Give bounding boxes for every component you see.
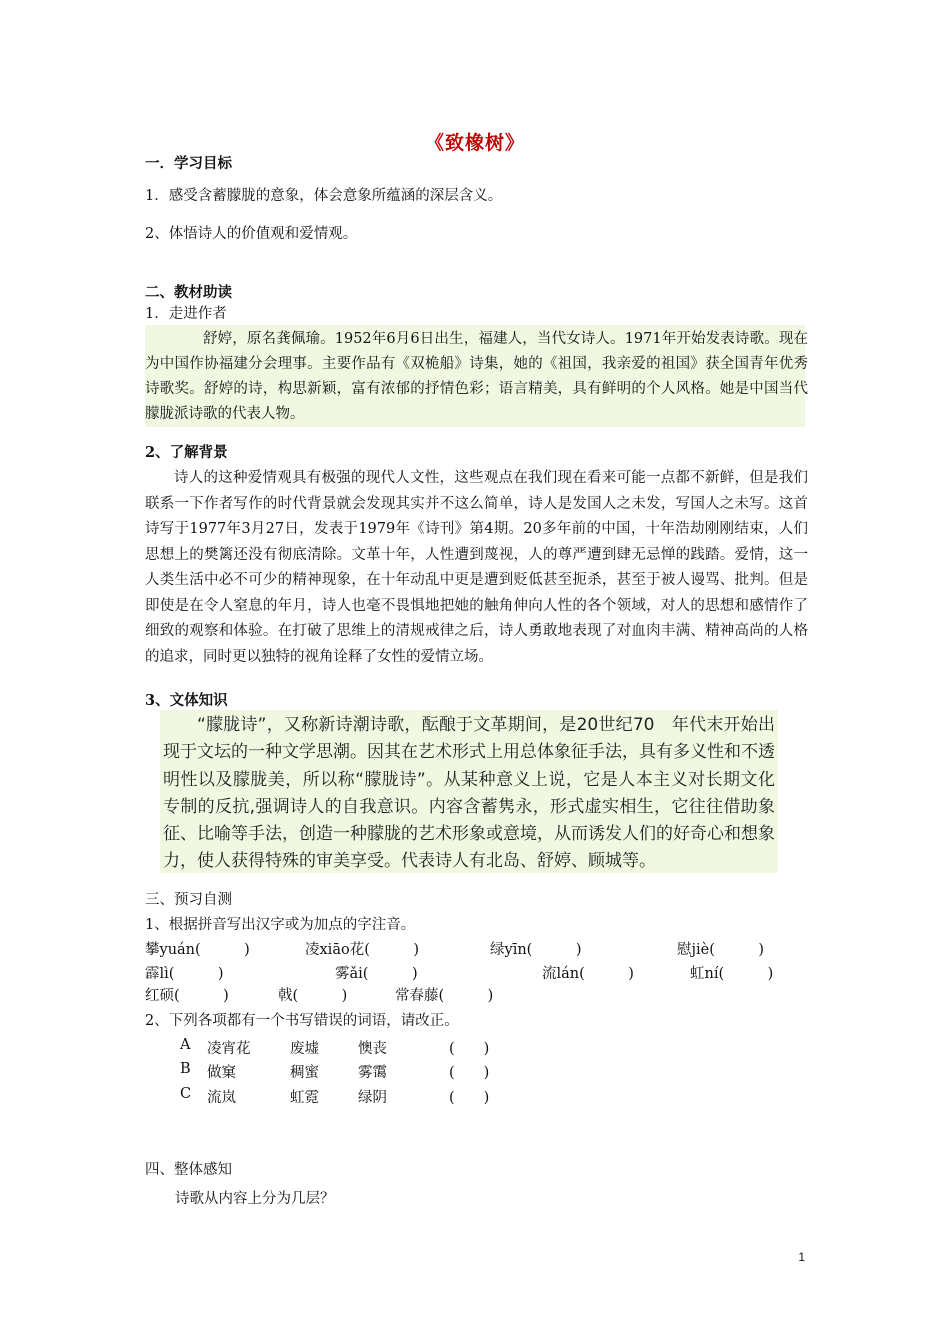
option-word: 凌宵花 <box>207 1041 251 1057</box>
option-word: 流岚 <box>207 1090 236 1106</box>
option-word: 懊丧 <box>358 1041 387 1057</box>
section-heading-goals: 一．学习目标 <box>145 155 232 172</box>
pinyin-item: 雾ǎi( ) <box>335 966 418 982</box>
section-heading-self-test: 三、预习自测 <box>145 892 232 908</box>
option-word: 做窠 <box>207 1065 236 1081</box>
subheading-genre: 3、文体知识 <box>145 692 228 709</box>
pinyin-item: 红硕( ) <box>145 988 229 1004</box>
goal-item-1: 1．感受含蓄朦胧的意象，体会意象所蕴涵的深层含义。 <box>145 188 503 204</box>
section-heading-overall: 四、整体感知 <box>145 1162 232 1178</box>
option-letter: A <box>180 1037 191 1053</box>
genre-paragraph: “朦胧诗”，又称新诗潮诗歌，酝酿于文革期间，是20世纪70 年代末开始出现于文坛的一种文学思潮。因其在艺术形式上用总体象征手法，具有多义性和不透明性以及朦胧美，所以称“朦胧诗”。从某种意义上说，它是人本主义对长期文化专制的反抗,强调诗人的自我意识。内容含蓄隽永，形式虚实相生，它往往借助象征、比喻等手法，创造一种朦胧的艺术形象或意境，从而诱发人们的好奇心和想象力，使人获得特殊的审美享受。代表诗人有北岛、舒婷、顾城等。 <box>163 715 775 872</box>
pinyin-item: 虹ní( ) <box>690 966 774 982</box>
pinyin-item: 霹lì( ) <box>145 966 224 982</box>
pinyin-item: 常春藤( ) <box>395 988 494 1004</box>
question-2: 2、下列各项都有一个书写错误的词语，请改正。 <box>145 1013 459 1029</box>
pinyin-item: 慰jiè( ) <box>677 942 765 958</box>
option-letter: C <box>180 1086 192 1102</box>
option-word: 雾霭 <box>358 1065 387 1081</box>
question-layers: 诗歌从内容上分为几层？ <box>175 1191 335 1207</box>
answer-blank: ( ) <box>449 1090 490 1106</box>
subheading-background: 2、了解背景 <box>145 444 228 461</box>
option-word: 虹霓 <box>290 1090 319 1106</box>
author-paragraph: 舒婷，原名龚佩瑜。1952年6月6日出生，福建人，当代女诗人。1971年开始发表诗歌。现在为中国作协福建分会理事。主要作品有《双桅船》诗集，她的《祖国，我亲爱的祖国》获全国青年优秀诗歌奖。舒婷的诗，构思新颖，富有浓郁的抒情色彩；语言精美，具有鲜明的个人风格。她是中国当代朦胧派诗歌的代表人物。 <box>145 331 808 422</box>
page-number: 1 <box>798 1250 805 1264</box>
goal-item-2: 2、体悟诗人的价值观和爱情观。 <box>145 226 358 242</box>
pinyin-item: 戟( ) <box>278 988 348 1004</box>
section-heading-reading-aid: 二、教材助读 <box>145 284 232 301</box>
answer-blank: ( ) <box>449 1065 490 1081</box>
pinyin-item: 流lán( ) <box>542 966 634 982</box>
subheading-author: 1．走进作者 <box>145 306 227 322</box>
answer-blank: ( ) <box>449 1041 490 1057</box>
option-word: 废墟 <box>290 1041 319 1057</box>
option-word: 绿阴 <box>358 1090 387 1106</box>
question-1: 1、根据拼音写出汉字或为加点的字注音。 <box>145 917 416 933</box>
pinyin-item: 凌xiāo花( ) <box>305 942 420 958</box>
pinyin-item: 绿yīn( ) <box>490 942 582 958</box>
option-letter: B <box>180 1061 191 1077</box>
pinyin-item: 攀yuán( ) <box>145 942 250 958</box>
option-word: 稠蜜 <box>290 1065 319 1081</box>
document-title: 《致橡树》 <box>424 132 525 154</box>
background-paragraph: 诗人的这种爱情观具有极强的现代人文性，这些观点在我们现在看来可能一点都不新鲜，但是我们联系一下作者写作的时代背景就会发现其实并不这么简单，诗人是发国人之未发，写国人之未写。这首诗写于1977年3月27日，发表于1979年《诗刊》第4期。20多年前的中国，十年浩劫刚刚结束，人们思想上的樊篱还没有彻底清除。文革十年，人性遭到蔑视，人的尊严遭到肆无忌惮的践踏。爱情，这一人类生活中必不可少的精神现象，在十年动乱中更是遭到贬低甚至扼杀，甚至于被人谩骂、批判。但是即使是在令人窒息的年月，诗人也毫不畏惧地把她的触角伸向人性的各个领域，对人的思想和感情作了细致的观察和体验。在打破了思维上的清规戒律之后，诗人勇敢地表现了对血肉丰满、精神高尚的人格的追求，同时更以独特的视角诠释了女性的爱情立场。 <box>145 470 808 665</box>
